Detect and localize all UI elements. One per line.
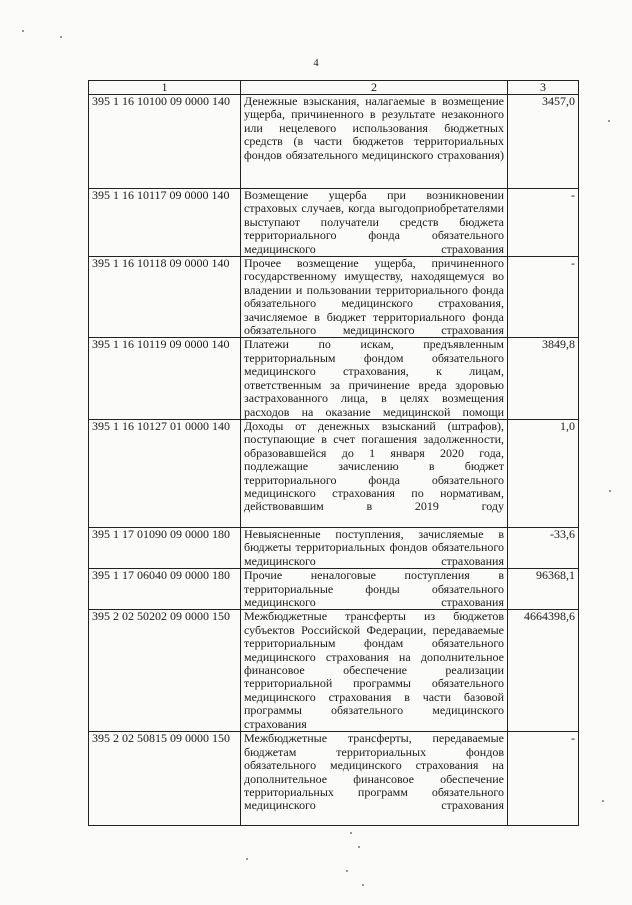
table-row [89, 338, 579, 419]
row-description: Доходы от денежных взысканий (штрафов), поступающие в счет погашения задолженности, образовавшейся до 1 января 2020 года, подлежащие зачислению в бюджет территориального фонда обязательного медицинского страхования по нормативам, действовавшим в 2019 году [241, 419, 508, 527]
row-code: 395 1 17 06040 09 0000 180 [89, 569, 241, 610]
row-code: 395 1 16 10117 09 0000 140 [89, 189, 241, 257]
table-row [89, 419, 579, 527]
row-code: 395 1 16 10119 09 0000 140 [89, 338, 241, 419]
row-amount: - [508, 732, 579, 826]
row-amount: 3849,8 [508, 338, 579, 419]
table-row [89, 189, 579, 257]
scan-speck [608, 120, 610, 122]
table-row [89, 257, 579, 338]
row-code: 395 2 02 50202 09 0000 150 [89, 610, 241, 732]
scan-speck [246, 858, 248, 860]
scan-speck [362, 884, 364, 886]
table-row [89, 610, 579, 732]
scan-speck [60, 36, 62, 38]
column-header-amount: 3 [508, 81, 579, 95]
table-row [89, 732, 579, 826]
row-amount: -33,6 [508, 527, 579, 568]
row-description: Платежи по искам, предъявленным территориальным фондом обязательного медицинского страхования, к лицам, ответственным за причинение вреда здоровью застрахованного лица, в целях возмещения расходов на оказание медицинской помощи [241, 338, 508, 419]
row-amount: 96368,1 [508, 569, 579, 610]
table-row [89, 527, 579, 568]
table-row [89, 95, 579, 189]
row-code: 395 1 16 10127 01 0000 140 [89, 419, 241, 527]
table-row [89, 569, 579, 610]
row-code: 395 1 16 10100 09 0000 140 [89, 95, 241, 189]
row-code: 395 1 17 01090 09 0000 180 [89, 527, 241, 568]
row-description: Невыясненные поступления, зачисляемые в бюджеты территориальных фондов обязательного медицинского страхования [241, 527, 508, 568]
row-description: Межбюджетные трансферты, передаваемые бюджетам территориальных фондов обязательного медицинского страхования на дополнительное финансовое обеспечение территориальных программ обязательного медицинского страхования [241, 732, 508, 826]
row-description: Прочие неналоговые поступления в территориальные фонды обязательного медицинского страхования [241, 569, 508, 610]
row-description: Прочее возмещение ущерба, причиненного государственному имуществу, находящемуся во владении и пользовании территориального фонда обязательного медицинского страхования, зачисляемое в бюджет территориального фонда обязательного медицинского страхования [241, 257, 508, 338]
column-header-code: 1 [89, 81, 241, 95]
scan-speck [609, 490, 611, 492]
row-code: 395 1 16 10118 09 0000 140 [89, 257, 241, 338]
row-description: Межбюджетные трансферты из бюджетов субъектов Российской Федерации, передаваемые территориальным фондам обязательного медицинского страхования на дополнительное финансовое обеспечение реализации территориальной программы обязательного медицинского страхования в части базовой программы обязательного медицинского страхования [241, 610, 508, 732]
scan-speck [350, 832, 352, 834]
table-header-row [89, 81, 579, 95]
page-number: 4 [313, 58, 319, 69]
budget-revenue-table [88, 80, 579, 826]
scan-speck [358, 846, 360, 848]
row-amount: 1,0 [508, 419, 579, 527]
scan-speck [346, 870, 348, 872]
row-description: Возмещение ущерба при возникновении страховых случаев, когда выгодоприобретателями выступают получатели средств бюджета территориального фонда обязательного медицинского страхования [241, 189, 508, 257]
row-amount: 4664398,6 [508, 610, 579, 732]
row-description: Денежные взыскания, налагаемые в возмещение ущерба, причиненного в результате незаконного или нецелевого использования бюджетных средств (в части бюджетов территориальных фондов обязательного медицинского страхования) [241, 95, 508, 189]
scan-speck [602, 800, 604, 802]
row-amount: - [508, 189, 579, 257]
row-amount: - [508, 257, 579, 338]
column-header-description: 2 [241, 81, 508, 95]
row-amount: 3457,0 [508, 95, 579, 189]
scan-speck [22, 30, 24, 32]
row-code: 395 2 02 50815 09 0000 150 [89, 732, 241, 826]
